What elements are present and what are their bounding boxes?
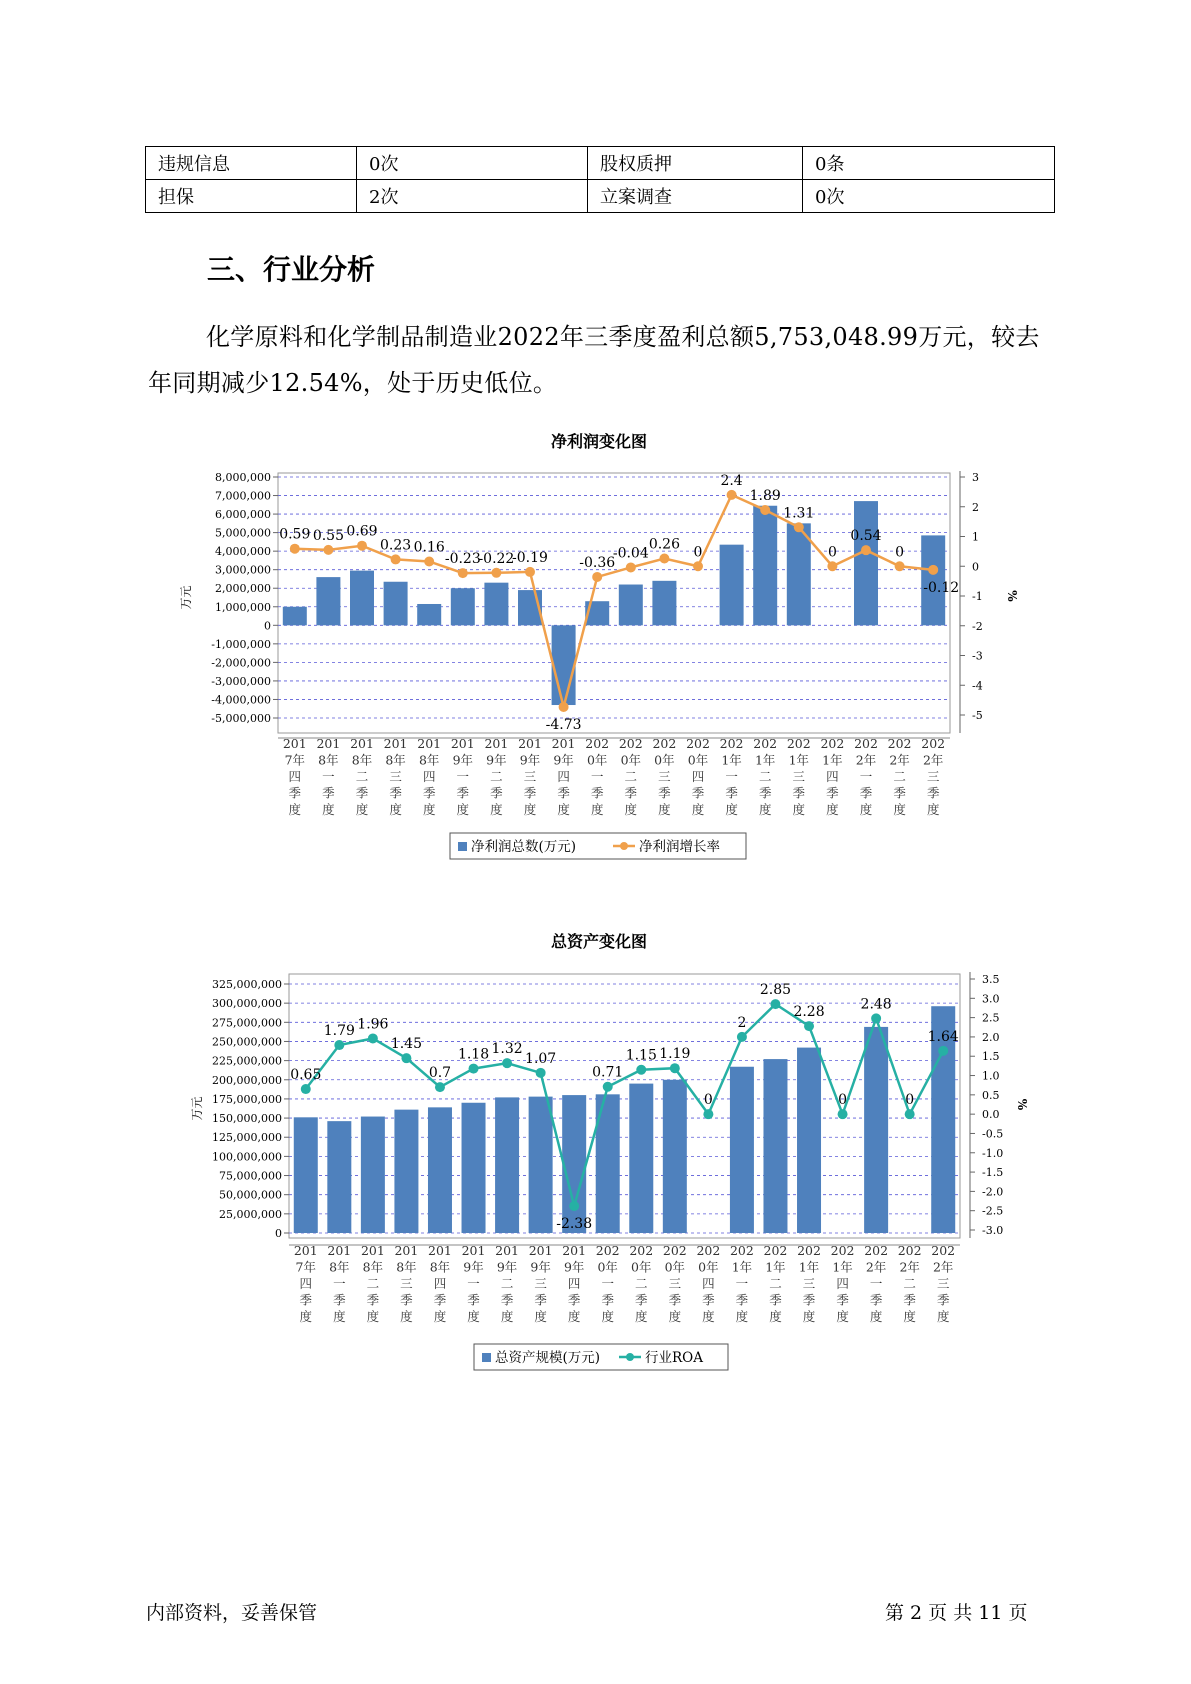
y-axis-label: 万元 <box>179 585 193 610</box>
line-point <box>368 1033 378 1043</box>
line-point <box>727 490 737 500</box>
x-tick-label: 202 0年三季度 <box>652 736 677 817</box>
y-tick-label: 1,000,000 <box>215 600 271 614</box>
table-cell: 0次 <box>357 147 588 180</box>
bar <box>451 588 475 625</box>
x-tick-label: 202 2年一季度 <box>864 1243 889 1324</box>
data-label: 0.16 <box>413 539 445 556</box>
plot-area <box>289 974 960 1238</box>
x-tick-label: 201 9年三季度 <box>528 1243 553 1324</box>
y-tick-label: -4,000,000 <box>211 693 271 707</box>
x-tick-label: 201 8年一季度 <box>316 736 341 817</box>
table-cell: 0次 <box>803 180 1055 213</box>
bar <box>652 581 676 625</box>
line-point <box>502 1058 512 1068</box>
bar <box>417 604 441 625</box>
data-label: -0.23 <box>444 551 481 568</box>
x-tick-label: 202 1年二季度 <box>753 736 778 817</box>
data-label: 0 <box>905 1092 915 1109</box>
x-tick-label: 202 1年一季度 <box>719 736 744 817</box>
line-point <box>928 565 938 575</box>
line-point <box>827 561 837 571</box>
x-tick-label: 201 9年四季度 <box>562 1243 587 1324</box>
line-point <box>301 1084 311 1094</box>
y2-tick-label: 1 <box>972 530 979 544</box>
x-tick-label: 202 2年一季度 <box>854 736 878 817</box>
line-point <box>659 554 669 564</box>
data-label: -4.73 <box>545 716 582 733</box>
data-label: 0.59 <box>279 526 311 543</box>
data-label: -0.22 <box>478 550 515 567</box>
net-profit-chart <box>0 425 1191 880</box>
bar <box>763 1059 787 1233</box>
bar <box>428 1107 452 1233</box>
y2-tick-label: -3.0 <box>982 1224 1004 1237</box>
chart-title: 净利润变化图 <box>550 432 648 451</box>
y2-tick-label: -3 <box>972 649 983 663</box>
data-label: 1.79 <box>323 1023 355 1040</box>
x-tick-label: 202 0年四季度 <box>686 736 710 817</box>
line-point <box>458 568 468 578</box>
x-tick-label: 201 9年四季度 <box>551 736 576 817</box>
line-point <box>435 1082 445 1092</box>
y-tick-label: 8,000,000 <box>215 471 271 484</box>
x-tick-label: 202 0年二季度 <box>629 1243 654 1324</box>
section-heading: 三、行业分析 <box>207 253 376 286</box>
data-label: 2.4 <box>720 472 743 489</box>
data-label: -0.12 <box>923 579 960 596</box>
y2-tick-label: 2 <box>972 500 979 514</box>
line-point <box>838 1109 848 1119</box>
x-tick-label: 202 2年二季度 <box>897 1243 922 1324</box>
y2-tick-label: 2.5 <box>982 1011 1000 1025</box>
y-tick-label: 75,000,000 <box>219 1169 282 1183</box>
x-tick-label: 202 2年三季度 <box>921 736 946 817</box>
x-tick-label: 201 9年三季度 <box>518 736 542 817</box>
legend-label: 总资产规模(万元) <box>495 1350 601 1366</box>
y-tick-label: 25,000,000 <box>219 1207 282 1221</box>
bar <box>294 1117 318 1233</box>
legend-label: 净利润总数(万元) <box>471 839 577 855</box>
data-label: 1.89 <box>749 488 781 505</box>
y2-tick-label: -0.5 <box>982 1127 1004 1141</box>
footer-confidential: 内部资料，妥善保管 <box>146 1602 318 1624</box>
y2-tick-label: 0.5 <box>982 1088 1000 1102</box>
line-point <box>804 1021 814 1031</box>
y-tick-label: 7,000,000 <box>215 489 271 503</box>
x-tick-label: 201 8年二季度 <box>350 736 374 817</box>
bar <box>495 1097 519 1233</box>
line-point <box>636 1065 646 1075</box>
legend-bar-swatch <box>482 1353 491 1362</box>
bar <box>529 1097 553 1233</box>
legend-label: 净利润增长率 <box>639 839 720 855</box>
y-tick-label: -5,000,000 <box>211 712 271 725</box>
y-tick-label: 175,000,000 <box>212 1092 282 1106</box>
total-assets-chart-svg <box>0 925 1191 1380</box>
x-tick-label: 202 0年一季度 <box>585 736 610 817</box>
data-label: 1.45 <box>390 1036 423 1053</box>
line-point <box>794 522 804 532</box>
line-point <box>895 561 905 571</box>
y2-tick-label: 1.0 <box>982 1069 1000 1083</box>
data-label: -2.38 <box>556 1216 593 1233</box>
x-tick-label: 201 9年二季度 <box>495 1243 520 1324</box>
y-tick-label: 5,000,000 <box>215 526 271 540</box>
data-label: 0 <box>827 544 837 561</box>
table-cell: 2次 <box>357 180 588 213</box>
data-label: 0.26 <box>648 536 680 553</box>
line-point <box>334 1040 344 1050</box>
plot-area <box>278 473 950 733</box>
y2-tick-label: -2 <box>972 619 983 633</box>
line-point <box>693 561 703 571</box>
x-tick-label: 201 7年四季度 <box>293 1243 318 1324</box>
bar <box>462 1103 486 1233</box>
section-paragraph: 化学原料和化学制品制造业2022年三季度盈利总额5,753,048.99万元，较去年同期减少12.54%，处于历史低位。 <box>148 323 1040 397</box>
x-tick-label: 201 8年三季度 <box>394 1243 419 1324</box>
line-point <box>770 999 780 1009</box>
x-tick-label: 202 1年四季度 <box>820 736 845 817</box>
line-point <box>603 1082 613 1092</box>
x-tick-label: 201 8年三季度 <box>383 736 408 817</box>
bar <box>552 625 576 705</box>
legend-bar-swatch <box>458 842 467 851</box>
x-tick-label: 202 2年三季度 <box>931 1243 956 1324</box>
y-tick-label: 0 <box>275 1227 282 1240</box>
x-tick-label: 202 0年二季度 <box>618 736 643 817</box>
x-tick-label: 201 8年四季度 <box>428 1243 452 1324</box>
data-label: 0.55 <box>312 527 344 544</box>
total-assets-chart <box>0 925 1191 1380</box>
line-point <box>559 702 569 712</box>
bar <box>562 1095 586 1233</box>
line-point <box>626 562 636 572</box>
data-label: 1.18 <box>457 1046 490 1063</box>
y-tick-label: 300,000,000 <box>212 997 282 1011</box>
data-label: 1.15 <box>625 1047 657 1064</box>
bar <box>629 1084 653 1233</box>
data-label: 1.96 <box>357 1016 389 1033</box>
data-label: 0.71 <box>592 1064 624 1081</box>
table-cell: 违规信息 <box>146 147 357 180</box>
data-label: 0 <box>703 1092 713 1109</box>
x-tick-label: 201 8年一季度 <box>327 1243 352 1324</box>
line-point <box>424 556 434 566</box>
data-label: 0.7 <box>428 1065 452 1082</box>
table-cell: 担保 <box>146 180 357 213</box>
bar <box>753 506 777 626</box>
y2-axis-label: % <box>1015 1098 1029 1111</box>
legend <box>450 833 746 859</box>
data-label: 2.85 <box>759 982 792 999</box>
data-label: -0.19 <box>512 549 548 566</box>
y2-tick-label: 3.5 <box>982 973 1000 986</box>
legend-line-marker <box>626 1353 634 1361</box>
line-point <box>905 1109 915 1119</box>
y-axis-label: 万元 <box>190 1096 204 1121</box>
data-label: 0.69 <box>346 523 378 540</box>
line-point <box>469 1064 479 1074</box>
legend <box>474 1344 728 1370</box>
data-label: 1.64 <box>927 1028 959 1045</box>
x-tick-label: 202 1年一季度 <box>729 1243 754 1324</box>
bar <box>484 583 508 626</box>
x-tick-label: 202 0年三季度 <box>662 1243 687 1324</box>
table-cell: 0条 <box>803 147 1055 180</box>
data-label: -0.36 <box>579 554 616 571</box>
line-point <box>670 1063 680 1073</box>
line-point <box>357 541 367 551</box>
data-label: 1.32 <box>491 1041 523 1058</box>
y-tick-label: -1,000,000 <box>211 637 271 651</box>
x-tick-label: 201 7年四季度 <box>282 736 307 817</box>
bar <box>361 1117 385 1233</box>
data-label: 1.19 <box>659 1046 691 1063</box>
y-tick-label: -3,000,000 <box>211 674 271 688</box>
y-tick-label: 0 <box>264 619 271 633</box>
y-tick-label: 225,000,000 <box>212 1054 282 1068</box>
data-label: 2.28 <box>793 1004 825 1021</box>
data-label: 0.65 <box>290 1067 322 1084</box>
line-point <box>323 545 333 555</box>
x-tick-label: 202 2年二季度 <box>887 736 912 817</box>
x-tick-label: 202 0年一季度 <box>595 1243 620 1324</box>
bar <box>316 577 340 625</box>
y2-tick-label: -4 <box>972 679 983 693</box>
y-tick-label: 2,000,000 <box>215 582 271 596</box>
footer-page-number: 第 2 页 共 11 页 <box>885 1602 1028 1624</box>
line-point <box>391 554 401 564</box>
net-profit-chart-svg <box>0 425 1191 880</box>
x-tick-label: 201 9年一季度 <box>450 736 475 817</box>
line-point <box>401 1053 411 1063</box>
bar <box>619 585 643 626</box>
data-label: 0 <box>693 544 703 561</box>
y-tick-label: 325,000,000 <box>212 978 282 991</box>
y-tick-label: 125,000,000 <box>212 1131 282 1145</box>
x-tick-label: 202 1年四季度 <box>830 1243 855 1324</box>
line-point <box>525 567 535 577</box>
data-label: 2.48 <box>860 996 892 1013</box>
table-row <box>146 147 1055 180</box>
bar <box>350 571 374 626</box>
line-point <box>592 572 602 582</box>
line-point <box>938 1046 948 1056</box>
bar <box>720 545 744 626</box>
table-cell: 股权质押 <box>588 147 803 180</box>
x-tick-label: 202 1年二季度 <box>763 1243 788 1324</box>
x-tick-label: 202 0年四季度 <box>696 1243 721 1324</box>
y2-tick-label: 3 <box>972 471 979 484</box>
legend-line-marker <box>620 842 628 850</box>
data-label: -0.04 <box>612 545 649 562</box>
y2-tick-label: 2.0 <box>982 1030 1000 1044</box>
line-point <box>569 1201 579 1211</box>
line-point <box>536 1068 546 1078</box>
y2-axis-label: % <box>1005 590 1019 602</box>
y-tick-label: 6,000,000 <box>215 508 271 522</box>
bar <box>854 501 878 625</box>
bar <box>283 607 307 626</box>
line-point <box>737 1032 747 1042</box>
bar <box>864 1027 888 1233</box>
y-tick-label: 4,000,000 <box>215 545 271 559</box>
table-cell: 立案调查 <box>588 180 803 213</box>
line-point <box>861 545 871 555</box>
x-tick-label: 201 9年二季度 <box>484 736 509 817</box>
bar <box>730 1067 754 1233</box>
y-tick-label: 50,000,000 <box>219 1188 282 1202</box>
y-tick-label: 3,000,000 <box>215 563 271 577</box>
y2-tick-label: 0 <box>972 560 979 574</box>
y2-tick-label: -1.0 <box>982 1146 1004 1160</box>
y2-tick-label: 0.0 <box>982 1108 1000 1122</box>
y2-tick-label: -2.5 <box>982 1204 1004 1218</box>
line-point <box>760 505 770 515</box>
bar <box>384 582 408 626</box>
y2-tick-label: 3.0 <box>982 992 1000 1006</box>
bar <box>797 1048 821 1233</box>
y-tick-label: 275,000,000 <box>212 1016 282 1030</box>
x-tick-label: 201 8年二季度 <box>360 1243 385 1324</box>
line-point <box>703 1109 713 1119</box>
data-label: 2 <box>737 1014 747 1031</box>
bar <box>663 1080 687 1233</box>
data-label: 0.23 <box>380 537 412 554</box>
bar <box>394 1110 418 1233</box>
data-label: 0.54 <box>850 528 882 545</box>
data-label: 1.31 <box>783 505 815 522</box>
y2-tick-label: -1.5 <box>982 1166 1004 1180</box>
y-tick-label: 150,000,000 <box>212 1112 282 1126</box>
y2-tick-label: 1.5 <box>982 1050 1000 1064</box>
x-tick-label: 201 8年四季度 <box>417 736 442 817</box>
data-label: 0 <box>895 544 905 561</box>
bar <box>327 1121 351 1233</box>
x-tick-label: 202 1年三季度 <box>786 736 811 817</box>
line-point <box>290 544 300 554</box>
y2-tick-label: -5 <box>972 709 983 722</box>
y-tick-label: 250,000,000 <box>212 1035 282 1049</box>
x-tick-label: 201 9年一季度 <box>461 1243 486 1324</box>
chart-title: 总资产变化图 <box>550 932 648 951</box>
table-row <box>146 180 1055 213</box>
data-label: 1.07 <box>525 1050 557 1067</box>
y2-tick-label: -2.0 <box>982 1185 1004 1199</box>
legend-label: 行业ROA <box>645 1350 703 1366</box>
line-point <box>491 568 501 578</box>
line-point <box>871 1013 881 1023</box>
y-tick-label: 200,000,000 <box>212 1073 282 1087</box>
x-tick-label: 202 1年三季度 <box>797 1243 821 1324</box>
y-tick-label: -2,000,000 <box>211 656 271 670</box>
info-table <box>145 146 1055 213</box>
y-tick-label: 100,000,000 <box>212 1150 282 1164</box>
data-label: 0 <box>838 1092 848 1109</box>
y2-tick-label: -1 <box>972 590 983 603</box>
